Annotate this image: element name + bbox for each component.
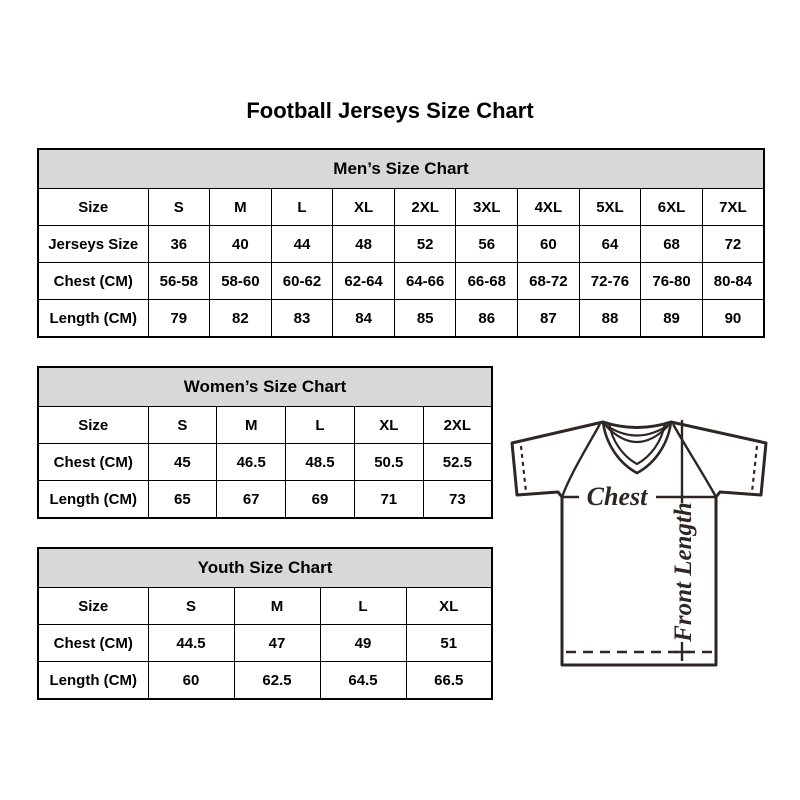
value-cell: 2XL	[423, 407, 492, 444]
value-cell: XL	[354, 407, 423, 444]
value-cell: L	[271, 189, 333, 226]
value-cell: 56	[456, 226, 518, 263]
row-label-cell: Size	[38, 189, 148, 226]
value-cell: 72	[702, 226, 764, 263]
value-cell: XL	[333, 189, 395, 226]
value-cell: 51	[406, 625, 492, 662]
value-cell: 60-62	[271, 263, 333, 300]
page-title: Football Jerseys Size Chart	[246, 98, 534, 123]
womens-size-table	[37, 366, 493, 519]
value-cell: 66.5	[406, 662, 492, 700]
value-cell: 87	[518, 300, 580, 338]
value-cell: 88	[579, 300, 641, 338]
value-cell: 50.5	[354, 444, 423, 481]
value-cell: 71	[354, 481, 423, 519]
value-cell: L	[320, 588, 406, 625]
row-label-cell: Length (CM)	[38, 300, 148, 338]
value-cell: 85	[394, 300, 456, 338]
value-cell: 82	[210, 300, 272, 338]
value-cell: 60	[148, 662, 234, 700]
value-cell: 90	[702, 300, 764, 338]
table-row	[38, 662, 492, 700]
table-row	[38, 189, 764, 226]
value-cell: 62-64	[333, 263, 395, 300]
chest-label: Chest	[586, 482, 648, 511]
jersey-outline	[512, 422, 766, 665]
table-row	[38, 588, 492, 625]
value-cell: 84	[333, 300, 395, 338]
value-cell: 73	[423, 481, 492, 519]
row-label-cell: Size	[38, 407, 148, 444]
value-cell: 52.5	[423, 444, 492, 481]
value-cell: 44	[271, 226, 333, 263]
value-cell: 64	[579, 226, 641, 263]
row-label-cell: Size	[38, 588, 148, 625]
value-cell: 65	[148, 481, 217, 519]
value-cell: 2XL	[394, 189, 456, 226]
value-cell: 52	[394, 226, 456, 263]
value-cell: M	[234, 588, 320, 625]
value-cell: 80-84	[702, 263, 764, 300]
value-cell: 68	[641, 226, 703, 263]
row-label-cell: Chest (CM)	[38, 444, 148, 481]
value-cell: 3XL	[456, 189, 518, 226]
value-cell: 72-76	[579, 263, 641, 300]
value-cell: 64.5	[320, 662, 406, 700]
value-cell: 56-58	[148, 263, 210, 300]
table-row	[38, 300, 764, 338]
youth-table-title: Youth Size Chart	[38, 548, 492, 588]
row-label-cell: Length (CM)	[38, 662, 148, 700]
table-row	[38, 226, 764, 263]
row-label-cell: Jerseys Size	[38, 226, 148, 263]
value-cell: L	[286, 407, 355, 444]
value-cell: M	[217, 407, 286, 444]
value-cell: 68-72	[518, 263, 580, 300]
value-cell: 60	[518, 226, 580, 263]
value-cell: 49	[320, 625, 406, 662]
value-cell: 6XL	[641, 189, 703, 226]
value-cell: 83	[271, 300, 333, 338]
value-cell: 69	[286, 481, 355, 519]
mens-size-table	[37, 148, 765, 338]
table-row	[38, 263, 764, 300]
front-length-label: Front Length	[670, 502, 697, 642]
women-table-title: Women’s Size Chart	[38, 367, 492, 407]
value-cell: 67	[217, 481, 286, 519]
table-row	[38, 444, 492, 481]
value-cell: 48	[333, 226, 395, 263]
women-table-header-row	[38, 367, 492, 407]
value-cell: 66-68	[456, 263, 518, 300]
table-row	[38, 407, 492, 444]
value-cell: 79	[148, 300, 210, 338]
value-cell: S	[148, 189, 210, 226]
value-cell: 4XL	[518, 189, 580, 226]
value-cell: 86	[456, 300, 518, 338]
value-cell: XL	[406, 588, 492, 625]
row-label-cell: Chest (CM)	[38, 625, 148, 662]
youth-table-header-row	[38, 548, 492, 588]
table-row	[38, 625, 492, 662]
value-cell: 62.5	[234, 662, 320, 700]
value-cell: 44.5	[148, 625, 234, 662]
value-cell: 58-60	[210, 263, 272, 300]
youth-size-table	[37, 547, 493, 700]
value-cell: 89	[641, 300, 703, 338]
value-cell: M	[210, 189, 272, 226]
row-label-cell: Length (CM)	[38, 481, 148, 519]
table-row	[38, 481, 492, 519]
value-cell: 76-80	[641, 263, 703, 300]
value-cell: S	[148, 588, 234, 625]
value-cell: 64-66	[394, 263, 456, 300]
value-cell: 46.5	[217, 444, 286, 481]
value-cell: 40	[210, 226, 272, 263]
jersey-measurement-diagram	[500, 405, 775, 675]
men-table-title: Men’s Size Chart	[38, 149, 764, 189]
value-cell: 47	[234, 625, 320, 662]
value-cell: 48.5	[286, 444, 355, 481]
men-table-header-row	[38, 149, 764, 189]
value-cell: 5XL	[579, 189, 641, 226]
value-cell: S	[148, 407, 217, 444]
value-cell: 7XL	[702, 189, 764, 226]
jersey-diagram-svg	[500, 405, 775, 675]
value-cell: 45	[148, 444, 217, 481]
row-label-cell: Chest (CM)	[38, 263, 148, 300]
value-cell: 36	[148, 226, 210, 263]
